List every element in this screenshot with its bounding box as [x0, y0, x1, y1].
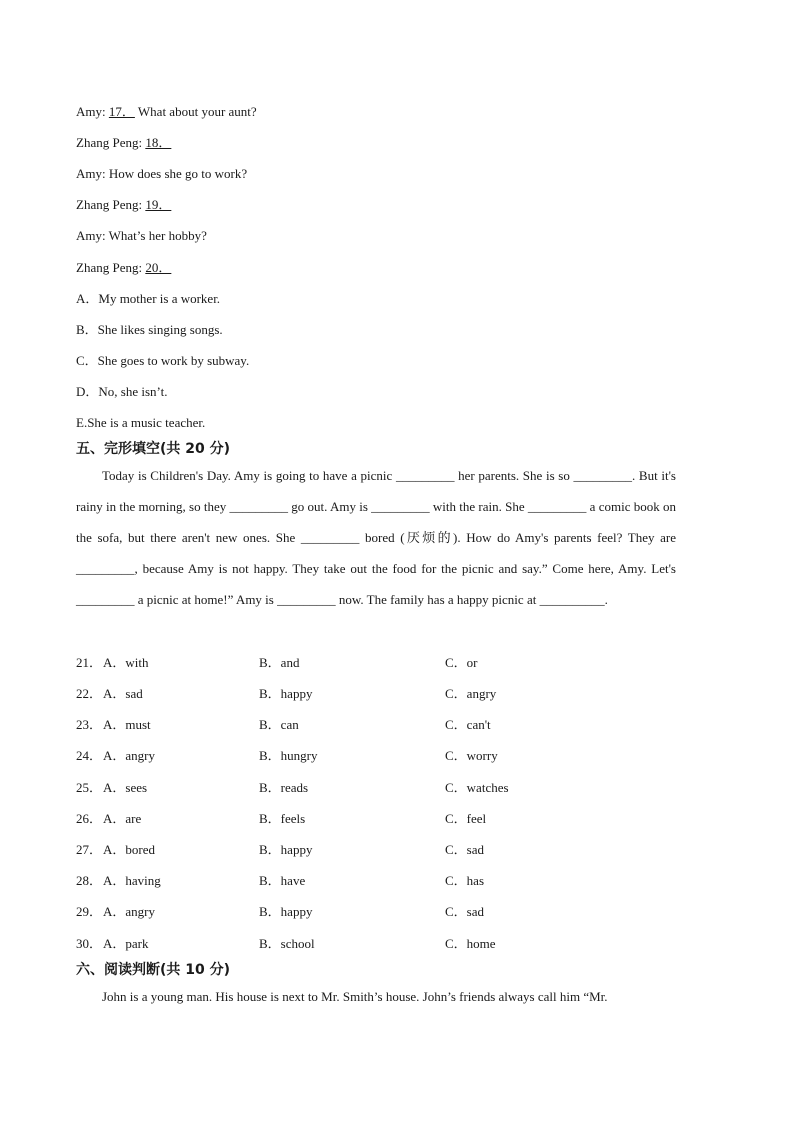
option-c: C．sad	[445, 842, 485, 857]
reading-passage-text: John is a young man. His house is next to Mr. Smith’s house. John’s friends always call him “Mr.	[102, 989, 608, 1004]
choice-option: B．She likes singing songs.	[76, 322, 223, 337]
question-row	[76, 935, 696, 953]
option-b: B．reads	[259, 780, 309, 795]
speaker: Zhang Peng:	[76, 260, 143, 275]
cloze-passage	[76, 460, 676, 615]
answer-blank: 17．	[108, 104, 135, 119]
option-a: A．are	[103, 811, 142, 826]
option-c: C．has	[445, 873, 485, 888]
section-heading: 六、阅读判断(共 10 分)	[76, 962, 231, 978]
option-a: A．having	[103, 873, 161, 888]
option-c: C．worry	[445, 748, 498, 763]
answer-blank: 18．	[145, 135, 172, 150]
speaker: Amy:	[76, 228, 106, 243]
dialogue-line	[76, 259, 171, 277]
choice-option: A．My mother is a worker.	[76, 291, 221, 306]
option-a: A．park	[103, 936, 149, 951]
option-b: B．feels	[259, 811, 306, 826]
option-a: A．must	[103, 717, 151, 732]
option-a: A．angry	[103, 904, 155, 919]
question-number: 21．	[76, 655, 103, 670]
choice-option: D．No, she isn’t.	[76, 384, 168, 399]
question-row	[76, 872, 696, 890]
option-b: B．hungry	[259, 748, 318, 763]
choice-option: E.She is a music teacher.	[76, 415, 206, 430]
dialogue-line	[76, 196, 171, 214]
question-number: 22．	[76, 686, 103, 701]
question-row	[76, 716, 696, 734]
option-b: B．can	[259, 717, 299, 732]
question-number: 29．	[76, 904, 103, 919]
option-a: A．sees	[103, 780, 148, 795]
question-number: 27．	[76, 842, 103, 857]
question-row	[76, 841, 696, 859]
option-b: B．happy	[259, 842, 313, 857]
option-b: B．school	[259, 936, 315, 951]
answer-blank: 20．	[145, 260, 172, 275]
option-a: A．sad	[103, 686, 143, 701]
choice-option: C．She goes to work by subway.	[76, 353, 250, 368]
dialogue-line	[76, 227, 207, 245]
dialogue-line	[76, 134, 171, 152]
question-number: 28．	[76, 873, 103, 888]
question-row	[76, 903, 696, 921]
cloze-passage-text: Today is Children's Day. Amy is going to have a picnic _________ her parents. She is so _________. But it's rainy in the morning, so they _________ go out. Amy is _________ with the rain. She _________ a comic book on the sofa, but there aren't new ones. She _________ bored (厌烦的). How do Amy's parents feel? They are _________, because Amy is not happy. They take out the food for the picnic and say.” Come here, Amy. Let's _________ a picnic at home!” Amy is _________ now. The family has a happy picnic at __________.	[76, 468, 676, 607]
dialogue-text: What’s her hobby?	[108, 228, 207, 243]
question-row	[76, 779, 696, 797]
speaker: Amy:	[76, 166, 106, 181]
option-a: A．with	[103, 655, 149, 670]
option-c: C．or	[445, 655, 478, 670]
option-c: C．feel	[445, 811, 487, 826]
section-heading: 五、完形填空(共 20 分)	[76, 441, 231, 457]
dialogue-line	[76, 103, 257, 121]
option-b: B．happy	[259, 904, 313, 919]
option-c: C．angry	[445, 686, 497, 701]
speaker: Amy:	[76, 104, 106, 119]
option-b: B．and	[259, 655, 300, 670]
dialogue-text: What about your aunt?	[137, 104, 257, 119]
option-a: A．bored	[103, 842, 155, 857]
question-row	[76, 747, 696, 765]
question-number: 30．	[76, 936, 103, 951]
option-b: B．happy	[259, 686, 313, 701]
question-row	[76, 810, 696, 828]
question-number: 26．	[76, 811, 103, 826]
option-c: C．can't	[445, 717, 491, 732]
question-row	[76, 654, 696, 672]
reading-passage	[76, 981, 676, 1012]
option-b: B．have	[259, 873, 306, 888]
option-c: C．sad	[445, 904, 485, 919]
question-number: 24．	[76, 748, 103, 763]
question-number: 23．	[76, 717, 103, 732]
option-a: A．angry	[103, 748, 155, 763]
option-c: C．home	[445, 936, 496, 951]
dialogue-text: How does she go to work?	[108, 166, 248, 181]
option-c: C．watches	[445, 780, 509, 795]
question-row	[76, 685, 696, 703]
dialogue-line	[76, 165, 247, 183]
question-number: 25．	[76, 780, 103, 795]
answer-blank: 19．	[145, 197, 172, 212]
speaker: Zhang Peng:	[76, 135, 143, 150]
speaker: Zhang Peng:	[76, 197, 143, 212]
